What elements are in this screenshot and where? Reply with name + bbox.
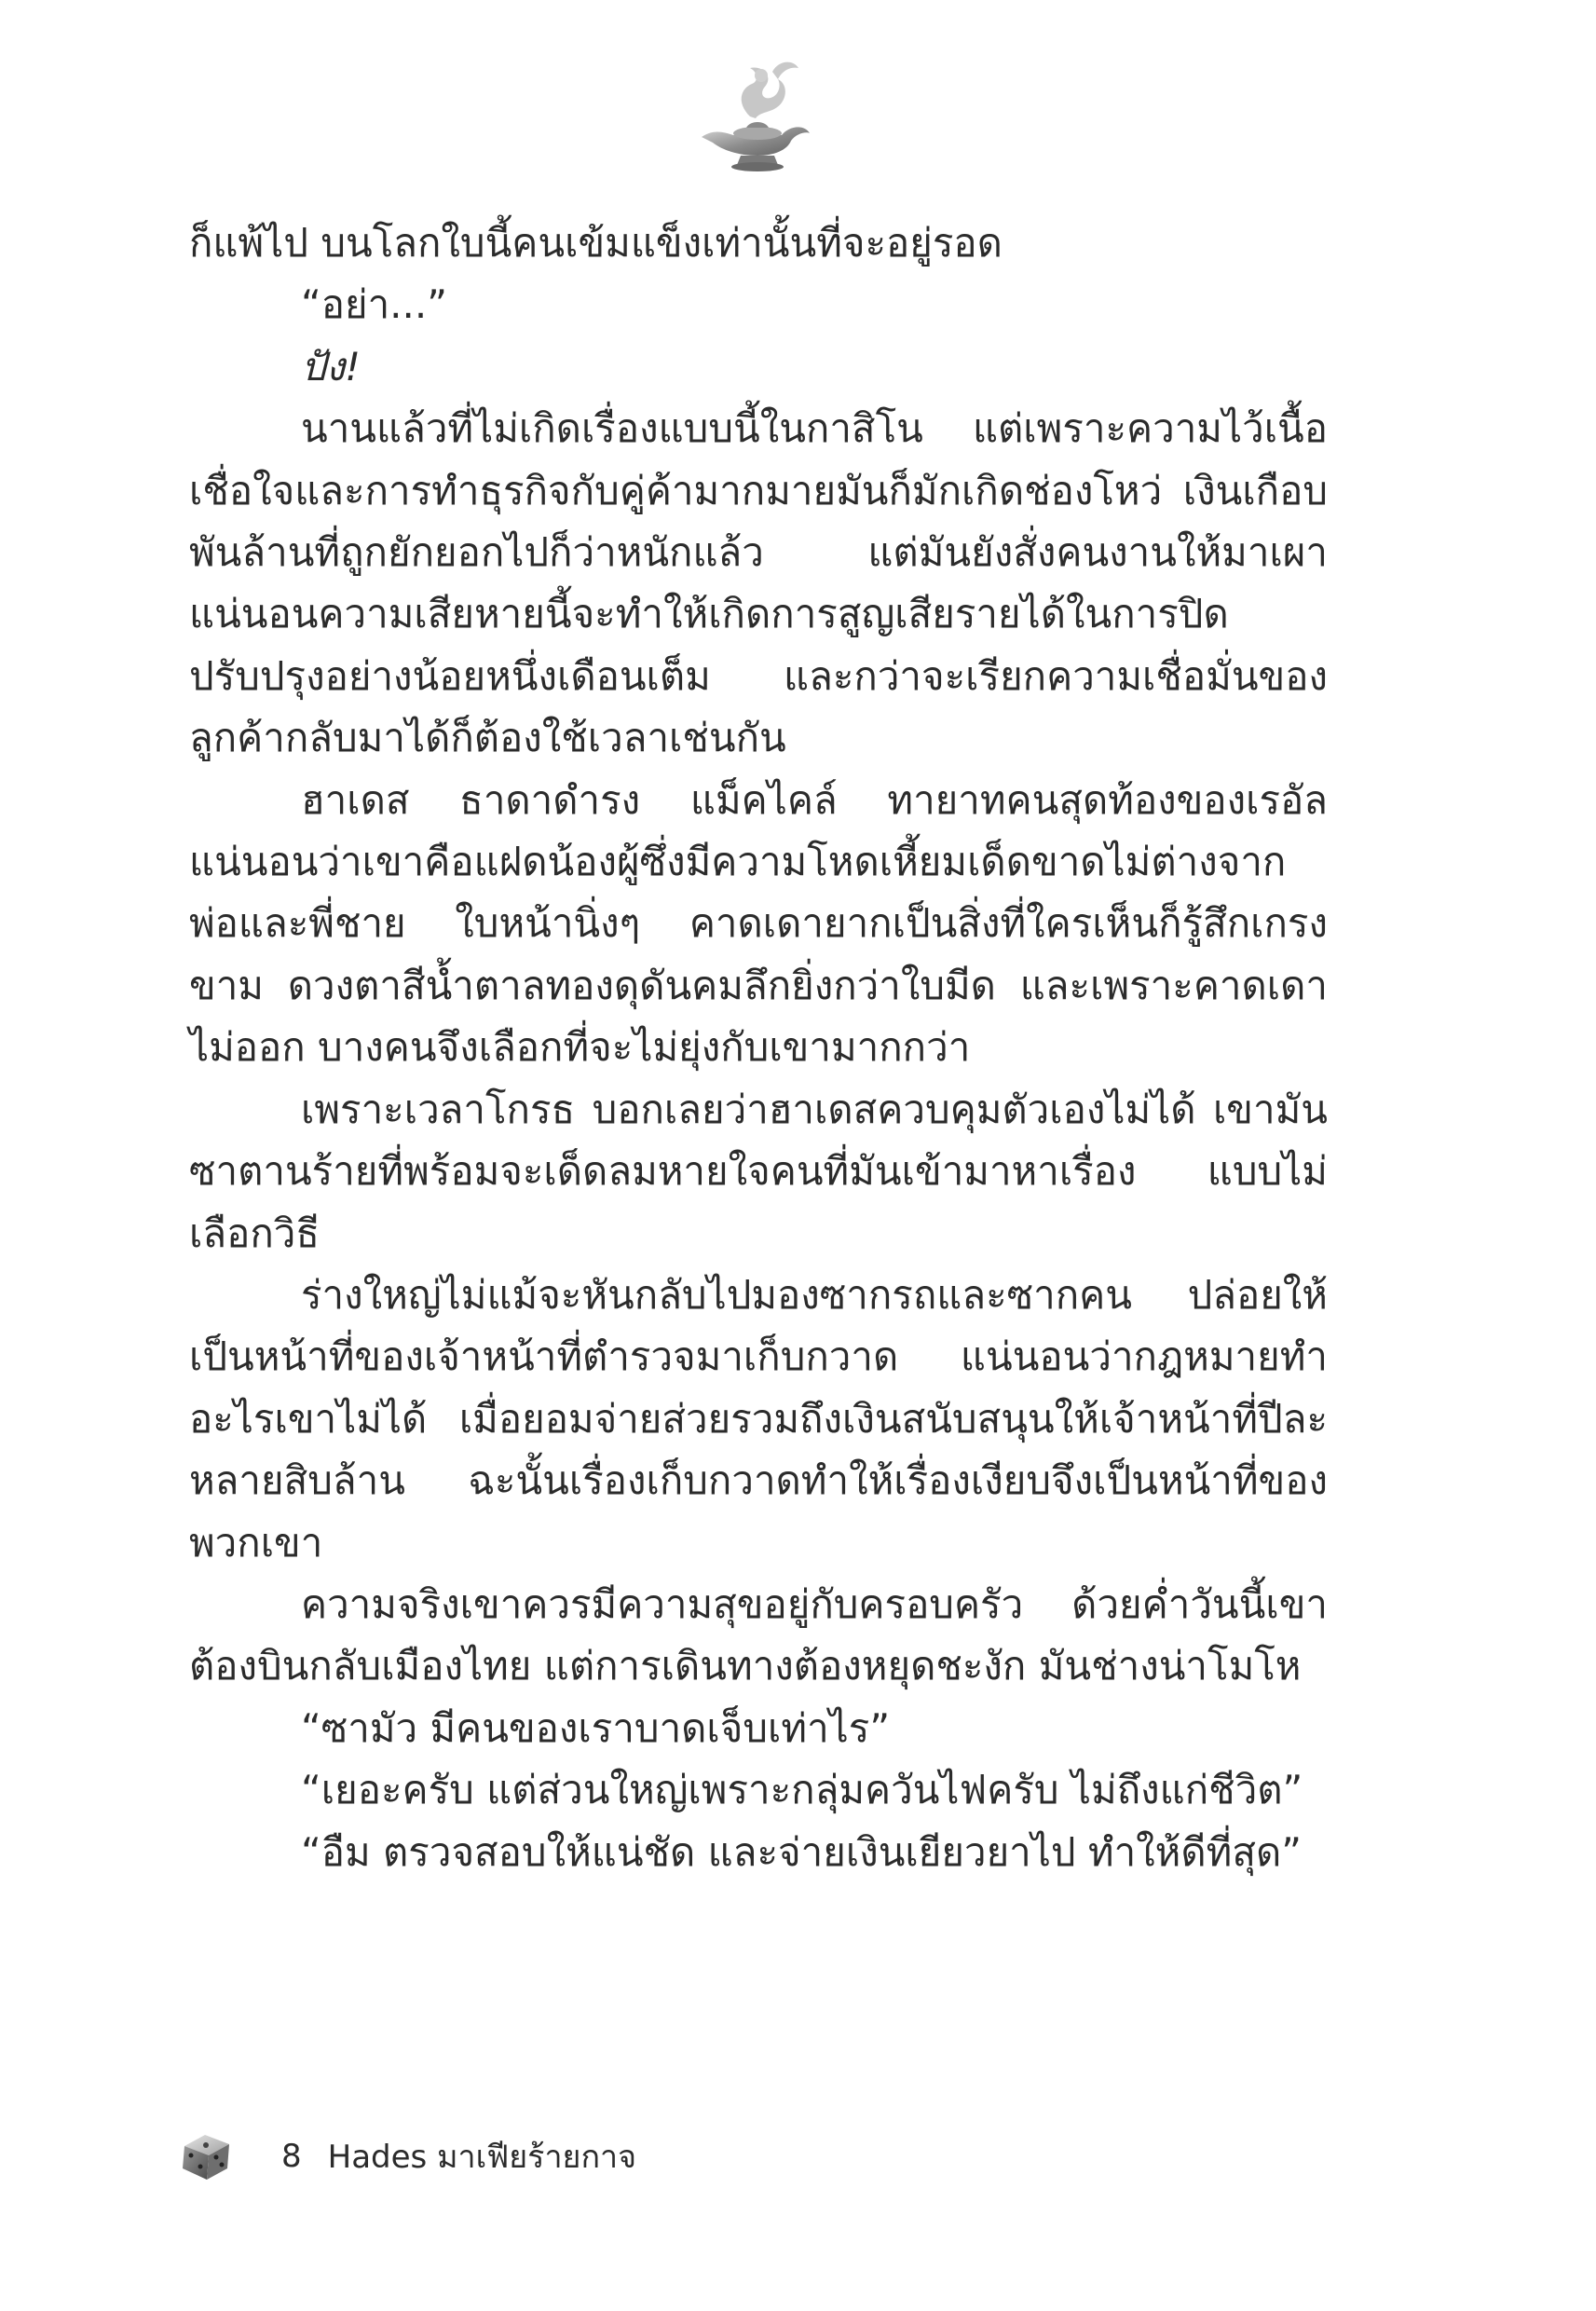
page-number: 8 xyxy=(281,2138,302,2175)
dialogue-line: “ซามัว มีคนของเราบาดเจ็บเท่าไร” xyxy=(301,1704,891,1751)
sound-effect-line: ปัง! xyxy=(301,343,361,390)
paragraph: นานแล้วที่ไม่เกิดเรื่องแบบนี้ในกาสิโน แต่เพราะความไว้เนื้อเชื่อใจและการทำธุรกิจกับคู่ค้ามากมายมันก็มักเกิดช่องโหว่ เงินเกือบพันล้านที่ถูกยักยอกไปก็ว่าหนักแล้ว แต่มันยังสั่งคนงานให้มาเผา แน่นอนความเสียหายนี้จะทำให้เกิดการสูญเสียรายได้ในการปิดปรับปรุงอย่างน้อยหนึ่งเดือนเต็ม และกว่าจะเรียกความเชื่อมั่นของลูกค้ากลับมาได้ก็ต้องใช้เวลาเช่นกัน xyxy=(189,405,1328,761)
page-footer xyxy=(177,2126,636,2186)
dialogue-line: “เยอะครับ แต่ส่วนใหญ่เพราะกลุ่มควันไฟครับ ไม่ถึงแก่ชีวิต” xyxy=(301,1767,1303,1813)
magic-lamp-genie-icon xyxy=(685,51,825,177)
dice-icon xyxy=(177,2127,235,2185)
paragraph: ความจริงเขาควรมีความสุขอยู่กับครอบครัว ด้วยค่ำวันนี้เขาต้องบินกลับเมืองไทย แต่การเดินทางต้องหยุดชะงัก มันช่างน่าโมโห xyxy=(189,1580,1328,1689)
body-text xyxy=(189,212,1328,1883)
paragraph: ก็แพ้ไป บนโลกใบนี้คนเข้มแข็งเท่านั้นที่จะอยู่รอด xyxy=(189,220,1003,266)
dialogue-line: “อย่า...” xyxy=(301,281,447,328)
paragraph: เพราะเวลาโกรธ บอกเลยว่าฮาเดสควบคุมตัวเองไม่ได้ เขามันซาตานร้ายที่พร้อมจะเด็ดลมหายใจคนที่มันเข้ามาหาเรื่อง แบบไม่เลือกวิธี xyxy=(189,1086,1328,1256)
dialogue-line: “อืม ตรวจสอบให้แน่ชัด และจ่ายเงินเยียวยาไป ทำให้ดีที่สุด” xyxy=(301,1828,1302,1875)
paragraph: ฮาเดส ธาดาดำรง แม็คไคล์ ทายาทคนสุดท้องของเรอัล แน่นอนว่าเขาคือแฝดน้องผู้ซึ่งมีความโหดเหี้ยมเด็ดขาดไม่ต่างจากพ่อและพี่ชาย ใบหน้านิ่งๆ คาดเดายากเป็นสิ่งที่ใครเห็นก็รู้สึกเกรงขาม ดวงตาสีน้ำตาลทองดุดันคมลึกยิ่งกว่าใบมีด และเพราะคาดเดาไม่ออก บางคนจึงเลือกที่จะไม่ยุ่งกับเขามากกว่า xyxy=(189,776,1328,1071)
paragraph: ร่างใหญ่ไม่แม้จะหันกลับไปมองซากรถและซากคน ปล่อยให้เป็นหน้าที่ของเจ้าหน้าที่ตำรวจมาเก็บกวาด แน่นอนว่ากฎหมายทำอะไรเขาไม่ได้ เมื่อยอมจ่ายส่วยรวมถึงเงินสนับสนุนให้เจ้าหน้าที่ปีละหลายสิบล้าน ฉะนั้นเรื่องเก็บกวาดทำให้เรื่องเงียบจึงเป็นหน้าที่ของพวกเขา xyxy=(189,1271,1328,1566)
book-title: Hades มาเฟียร้ายกาจ xyxy=(327,2139,637,2176)
